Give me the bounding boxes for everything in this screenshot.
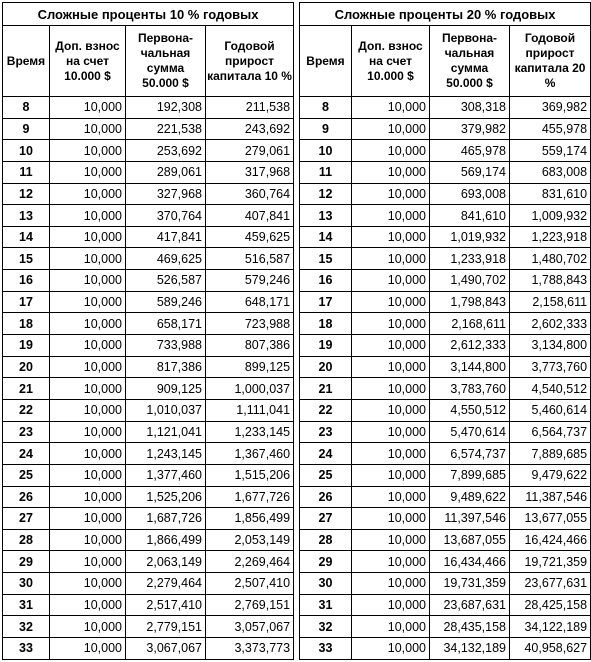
table-row xyxy=(300,486,591,508)
cell-annual-growth: 19,721,359 xyxy=(510,551,591,573)
cell-initial-sum: 841,610 xyxy=(430,205,510,227)
cell-time: 24 xyxy=(3,443,50,465)
cell-initial-sum: 658,171 xyxy=(126,313,206,335)
cell-annual-growth: 2,769,151 xyxy=(206,594,294,616)
cell-time: 29 xyxy=(3,551,50,573)
cell-deposit: 10,000 xyxy=(50,183,126,205)
cell-deposit: 10,000 xyxy=(352,356,430,378)
cell-initial-sum: 909,125 xyxy=(126,378,206,400)
cell-annual-growth: 3,773,760 xyxy=(510,356,591,378)
cell-annual-growth: 559,174 xyxy=(510,140,591,162)
cell-deposit: 10,000 xyxy=(352,443,430,465)
cell-annual-growth: 1,009,932 xyxy=(510,205,591,227)
table-row xyxy=(3,573,294,595)
table-row xyxy=(300,356,591,378)
cell-deposit: 10,000 xyxy=(352,399,430,421)
cell-initial-sum: 526,587 xyxy=(126,270,206,292)
cell-deposit: 10,000 xyxy=(352,118,430,140)
table-row xyxy=(3,378,294,400)
table-row xyxy=(3,486,294,508)
table-row xyxy=(3,335,294,357)
column-header-initial-sum: Первона-чальная сумма 50.000 $ xyxy=(430,26,510,97)
cell-deposit: 10,000 xyxy=(352,551,430,573)
cell-time: 12 xyxy=(300,183,352,205)
cell-initial-sum: 1,798,843 xyxy=(430,291,510,313)
cell-time: 30 xyxy=(300,573,352,595)
cell-initial-sum: 2,168,611 xyxy=(430,313,510,335)
table-row xyxy=(3,616,294,638)
table-row xyxy=(300,378,591,400)
compound-interest-table-10 xyxy=(2,2,294,660)
cell-deposit: 10,000 xyxy=(352,226,430,248)
table-row xyxy=(3,205,294,227)
cell-deposit: 10,000 xyxy=(352,421,430,443)
table-row xyxy=(3,551,294,573)
cell-deposit: 10,000 xyxy=(50,421,126,443)
cell-initial-sum: 13,687,055 xyxy=(430,529,510,551)
cell-annual-growth: 211,538 xyxy=(206,97,294,119)
cell-annual-growth: 13,677,055 xyxy=(510,508,591,530)
cell-initial-sum: 469,625 xyxy=(126,248,206,270)
cell-annual-growth: 5,460,614 xyxy=(510,399,591,421)
cell-deposit: 10,000 xyxy=(352,638,430,660)
cell-deposit: 10,000 xyxy=(50,313,126,335)
cell-deposit: 10,000 xyxy=(352,464,430,486)
cell-time: 23 xyxy=(300,421,352,443)
cell-annual-growth: 243,692 xyxy=(206,118,294,140)
cell-annual-growth: 1,515,206 xyxy=(206,464,294,486)
cell-initial-sum: 9,489,622 xyxy=(430,486,510,508)
cell-time: 10 xyxy=(300,140,352,162)
cell-deposit: 10,000 xyxy=(50,443,126,465)
table-row xyxy=(3,226,294,248)
cell-initial-sum: 253,692 xyxy=(126,140,206,162)
cell-time: 13 xyxy=(3,205,50,227)
table-row xyxy=(300,508,591,530)
cell-time: 26 xyxy=(300,486,352,508)
table-row xyxy=(3,594,294,616)
table-row xyxy=(300,183,591,205)
cell-annual-growth: 579,246 xyxy=(206,270,294,292)
cell-time: 25 xyxy=(3,464,50,486)
column-header-annual-growth: Годовой прирост капитала 20 % xyxy=(510,26,591,97)
cell-initial-sum: 589,246 xyxy=(126,291,206,313)
cell-time: 15 xyxy=(3,248,50,270)
cell-annual-growth: 23,677,631 xyxy=(510,573,591,595)
cell-deposit: 10,000 xyxy=(50,291,126,313)
cell-time: 19 xyxy=(3,335,50,357)
cell-time: 27 xyxy=(3,508,50,530)
cell-deposit: 10,000 xyxy=(50,248,126,270)
cell-annual-growth: 455,978 xyxy=(510,118,591,140)
table-row xyxy=(3,508,294,530)
cell-annual-growth: 34,122,189 xyxy=(510,616,591,638)
cell-time: 33 xyxy=(300,638,352,660)
cell-initial-sum: 1,687,726 xyxy=(126,508,206,530)
cell-initial-sum: 16,434,466 xyxy=(430,551,510,573)
cell-deposit: 10,000 xyxy=(50,638,126,660)
cell-time: 10 xyxy=(3,140,50,162)
cell-time: 11 xyxy=(3,161,50,183)
cell-deposit: 10,000 xyxy=(50,226,126,248)
cell-deposit: 10,000 xyxy=(50,270,126,292)
cell-annual-growth: 40,958,627 xyxy=(510,638,591,660)
cell-deposit: 10,000 xyxy=(352,378,430,400)
cell-deposit: 10,000 xyxy=(50,335,126,357)
cell-time: 21 xyxy=(3,378,50,400)
cell-annual-growth: 369,982 xyxy=(510,97,591,119)
cell-time: 9 xyxy=(300,118,352,140)
column-header-deposit: Доп. взнос на счет 10.000 $ xyxy=(50,26,126,97)
cell-initial-sum: 370,764 xyxy=(126,205,206,227)
cell-deposit: 10,000 xyxy=(352,573,430,595)
cell-initial-sum: 1,010,037 xyxy=(126,399,206,421)
cell-annual-growth: 899,125 xyxy=(206,356,294,378)
cell-initial-sum: 465,978 xyxy=(430,140,510,162)
cell-annual-growth: 407,841 xyxy=(206,205,294,227)
cell-initial-sum: 2,279,464 xyxy=(126,573,206,595)
cell-initial-sum: 3,783,760 xyxy=(430,378,510,400)
cell-annual-growth: 1,480,702 xyxy=(510,248,591,270)
table-row xyxy=(300,616,591,638)
cell-initial-sum: 1,121,041 xyxy=(126,421,206,443)
cell-initial-sum: 11,397,546 xyxy=(430,508,510,530)
cell-annual-growth: 459,625 xyxy=(206,226,294,248)
cell-initial-sum: 1,490,702 xyxy=(430,270,510,292)
cell-annual-growth: 831,610 xyxy=(510,183,591,205)
table-title: Сложные проценты 20 % годовых xyxy=(300,3,591,26)
cell-time: 15 xyxy=(300,248,352,270)
table-row xyxy=(300,529,591,551)
cell-annual-growth: 1,367,460 xyxy=(206,443,294,465)
cell-time: 33 xyxy=(3,638,50,660)
cell-deposit: 10,000 xyxy=(352,248,430,270)
cell-annual-growth: 11,387,546 xyxy=(510,486,591,508)
cell-annual-growth: 1,677,726 xyxy=(206,486,294,508)
cell-annual-growth: 2,053,149 xyxy=(206,529,294,551)
table-row xyxy=(3,270,294,292)
table-row xyxy=(3,161,294,183)
cell-initial-sum: 1,377,460 xyxy=(126,464,206,486)
cell-initial-sum: 6,574,737 xyxy=(430,443,510,465)
table-row xyxy=(3,529,294,551)
cell-time: 8 xyxy=(3,97,50,119)
cell-annual-growth: 807,386 xyxy=(206,335,294,357)
table-row xyxy=(300,638,591,660)
table-row xyxy=(3,118,294,140)
cell-annual-growth: 2,269,464 xyxy=(206,551,294,573)
cell-deposit: 10,000 xyxy=(352,161,430,183)
cell-deposit: 10,000 xyxy=(352,313,430,335)
cell-deposit: 10,000 xyxy=(50,508,126,530)
table-row xyxy=(300,226,591,248)
cell-time: 28 xyxy=(3,529,50,551)
table-row xyxy=(300,421,591,443)
cell-deposit: 10,000 xyxy=(50,594,126,616)
cell-time: 14 xyxy=(3,226,50,248)
table-row xyxy=(300,464,591,486)
cell-initial-sum: 4,550,512 xyxy=(430,399,510,421)
cell-time: 12 xyxy=(3,183,50,205)
cell-deposit: 10,000 xyxy=(50,573,126,595)
cell-time: 20 xyxy=(3,356,50,378)
cell-deposit: 10,000 xyxy=(352,270,430,292)
table-row xyxy=(3,638,294,660)
cell-initial-sum: 379,982 xyxy=(430,118,510,140)
cell-initial-sum: 19,731,359 xyxy=(430,573,510,595)
cell-annual-growth: 516,587 xyxy=(206,248,294,270)
table-row xyxy=(3,183,294,205)
cell-time: 22 xyxy=(300,399,352,421)
cell-time: 17 xyxy=(3,291,50,313)
cell-time: 9 xyxy=(3,118,50,140)
cell-deposit: 10,000 xyxy=(50,118,126,140)
cell-deposit: 10,000 xyxy=(352,183,430,205)
cell-deposit: 10,000 xyxy=(50,529,126,551)
cell-annual-growth: 2,158,611 xyxy=(510,291,591,313)
cell-deposit: 10,000 xyxy=(352,335,430,357)
cell-annual-growth: 16,424,466 xyxy=(510,529,591,551)
table-row xyxy=(300,161,591,183)
cell-time: 24 xyxy=(300,443,352,465)
table-row xyxy=(3,356,294,378)
cell-time: 30 xyxy=(3,573,50,595)
cell-annual-growth: 7,889,685 xyxy=(510,443,591,465)
cell-initial-sum: 733,988 xyxy=(126,335,206,357)
cell-deposit: 10,000 xyxy=(352,529,430,551)
table-row xyxy=(3,140,294,162)
cell-deposit: 10,000 xyxy=(50,97,126,119)
table-row xyxy=(300,573,591,595)
cell-time: 11 xyxy=(300,161,352,183)
compound-interest-table-20 xyxy=(299,2,591,660)
cell-initial-sum: 23,687,631 xyxy=(430,594,510,616)
cell-time: 26 xyxy=(3,486,50,508)
cell-annual-growth: 1,111,041 xyxy=(206,399,294,421)
cell-deposit: 10,000 xyxy=(50,378,126,400)
cell-annual-growth: 2,602,333 xyxy=(510,313,591,335)
table-row xyxy=(3,421,294,443)
cell-deposit: 10,000 xyxy=(352,291,430,313)
cell-initial-sum: 1,243,145 xyxy=(126,443,206,465)
table-row xyxy=(300,594,591,616)
cell-deposit: 10,000 xyxy=(50,205,126,227)
table-row xyxy=(3,291,294,313)
cell-annual-growth: 683,008 xyxy=(510,161,591,183)
cell-initial-sum: 34,132,189 xyxy=(430,638,510,660)
table-row xyxy=(300,551,591,573)
cell-time: 13 xyxy=(300,205,352,227)
cell-time: 18 xyxy=(3,313,50,335)
cell-initial-sum: 3,144,800 xyxy=(430,356,510,378)
cell-annual-growth: 6,564,737 xyxy=(510,421,591,443)
table-row xyxy=(300,335,591,357)
cell-deposit: 10,000 xyxy=(50,551,126,573)
cell-time: 32 xyxy=(3,616,50,638)
cell-time: 23 xyxy=(3,421,50,443)
cell-initial-sum: 817,386 xyxy=(126,356,206,378)
cell-annual-growth: 3,134,800 xyxy=(510,335,591,357)
cell-annual-growth: 1,000,037 xyxy=(206,378,294,400)
cell-deposit: 10,000 xyxy=(352,616,430,638)
cell-initial-sum: 1,525,206 xyxy=(126,486,206,508)
cell-time: 21 xyxy=(300,378,352,400)
cell-deposit: 10,000 xyxy=(50,161,126,183)
cell-annual-growth: 648,171 xyxy=(206,291,294,313)
cell-deposit: 10,000 xyxy=(50,399,126,421)
table-row xyxy=(300,118,591,140)
cell-initial-sum: 289,061 xyxy=(126,161,206,183)
cell-initial-sum: 1,233,918 xyxy=(430,248,510,270)
cell-initial-sum: 192,308 xyxy=(126,97,206,119)
table-row xyxy=(3,97,294,119)
cell-annual-growth: 3,373,773 xyxy=(206,638,294,660)
cell-initial-sum: 1,019,932 xyxy=(430,226,510,248)
cell-annual-growth: 360,764 xyxy=(206,183,294,205)
cell-initial-sum: 2,612,333 xyxy=(430,335,510,357)
cell-initial-sum: 2,517,410 xyxy=(126,594,206,616)
cell-deposit: 10,000 xyxy=(352,205,430,227)
cell-deposit: 10,000 xyxy=(50,486,126,508)
table-row xyxy=(300,443,591,465)
cell-time: 14 xyxy=(300,226,352,248)
cell-initial-sum: 327,968 xyxy=(126,183,206,205)
cell-time: 20 xyxy=(300,356,352,378)
cell-deposit: 10,000 xyxy=(352,97,430,119)
table-row xyxy=(300,140,591,162)
column-header-initial-sum: Первона-чальная сумма 50.000 $ xyxy=(126,26,206,97)
cell-annual-growth: 3,057,067 xyxy=(206,616,294,638)
table-row xyxy=(300,399,591,421)
cell-deposit: 10,000 xyxy=(50,140,126,162)
table-row xyxy=(3,443,294,465)
cell-initial-sum: 308,318 xyxy=(430,97,510,119)
cell-initial-sum: 7,899,685 xyxy=(430,464,510,486)
column-header-annual-growth: Годовой прирост капитала 10 % xyxy=(206,26,294,97)
cell-annual-growth: 317,968 xyxy=(206,161,294,183)
table-row xyxy=(300,97,591,119)
table-row xyxy=(300,291,591,313)
cell-deposit: 10,000 xyxy=(352,508,430,530)
cell-deposit: 10,000 xyxy=(352,594,430,616)
cell-initial-sum: 569,174 xyxy=(430,161,510,183)
cell-deposit: 10,000 xyxy=(50,464,126,486)
cell-initial-sum: 417,841 xyxy=(126,226,206,248)
cell-deposit: 10,000 xyxy=(50,616,126,638)
table-row xyxy=(300,248,591,270)
table-row xyxy=(300,205,591,227)
cell-annual-growth: 723,988 xyxy=(206,313,294,335)
cell-time: 27 xyxy=(300,508,352,530)
cell-annual-growth: 1,233,145 xyxy=(206,421,294,443)
cell-annual-growth: 279,061 xyxy=(206,140,294,162)
cell-time: 16 xyxy=(3,270,50,292)
table-row xyxy=(3,464,294,486)
cell-initial-sum: 693,008 xyxy=(430,183,510,205)
cell-initial-sum: 221,538 xyxy=(126,118,206,140)
cell-initial-sum: 2,779,151 xyxy=(126,616,206,638)
table-row xyxy=(3,399,294,421)
cell-time: 22 xyxy=(3,399,50,421)
cell-annual-growth: 1,856,499 xyxy=(206,508,294,530)
column-header-deposit: Доп. взнос на счет 10.000 $ xyxy=(352,26,430,97)
table-title: Сложные проценты 10 % годовых xyxy=(3,3,294,26)
cell-initial-sum: 2,063,149 xyxy=(126,551,206,573)
cell-time: 31 xyxy=(3,594,50,616)
cell-annual-growth: 1,223,918 xyxy=(510,226,591,248)
cell-annual-growth: 4,540,512 xyxy=(510,378,591,400)
cell-deposit: 10,000 xyxy=(352,486,430,508)
cell-initial-sum: 3,067,067 xyxy=(126,638,206,660)
table-row xyxy=(300,313,591,335)
table-row xyxy=(3,248,294,270)
cell-initial-sum: 5,470,614 xyxy=(430,421,510,443)
table-row xyxy=(3,313,294,335)
cell-annual-growth: 2,507,410 xyxy=(206,573,294,595)
cell-time: 31 xyxy=(300,594,352,616)
cell-time: 32 xyxy=(300,616,352,638)
cell-time: 8 xyxy=(300,97,352,119)
cell-time: 28 xyxy=(300,529,352,551)
column-header-time: Время xyxy=(3,26,50,97)
cell-annual-growth: 1,788,843 xyxy=(510,270,591,292)
cell-time: 18 xyxy=(300,313,352,335)
cell-time: 17 xyxy=(300,291,352,313)
cell-time: 16 xyxy=(300,270,352,292)
cell-time: 29 xyxy=(300,551,352,573)
cell-time: 19 xyxy=(300,335,352,357)
cell-deposit: 10,000 xyxy=(50,356,126,378)
column-header-time: Время xyxy=(300,26,352,97)
cell-time: 25 xyxy=(300,464,352,486)
cell-initial-sum: 1,866,499 xyxy=(126,529,206,551)
cell-initial-sum: 28,435,158 xyxy=(430,616,510,638)
table-row xyxy=(300,270,591,292)
cell-annual-growth: 28,425,158 xyxy=(510,594,591,616)
cell-annual-growth: 9,479,622 xyxy=(510,464,591,486)
cell-deposit: 10,000 xyxy=(352,140,430,162)
